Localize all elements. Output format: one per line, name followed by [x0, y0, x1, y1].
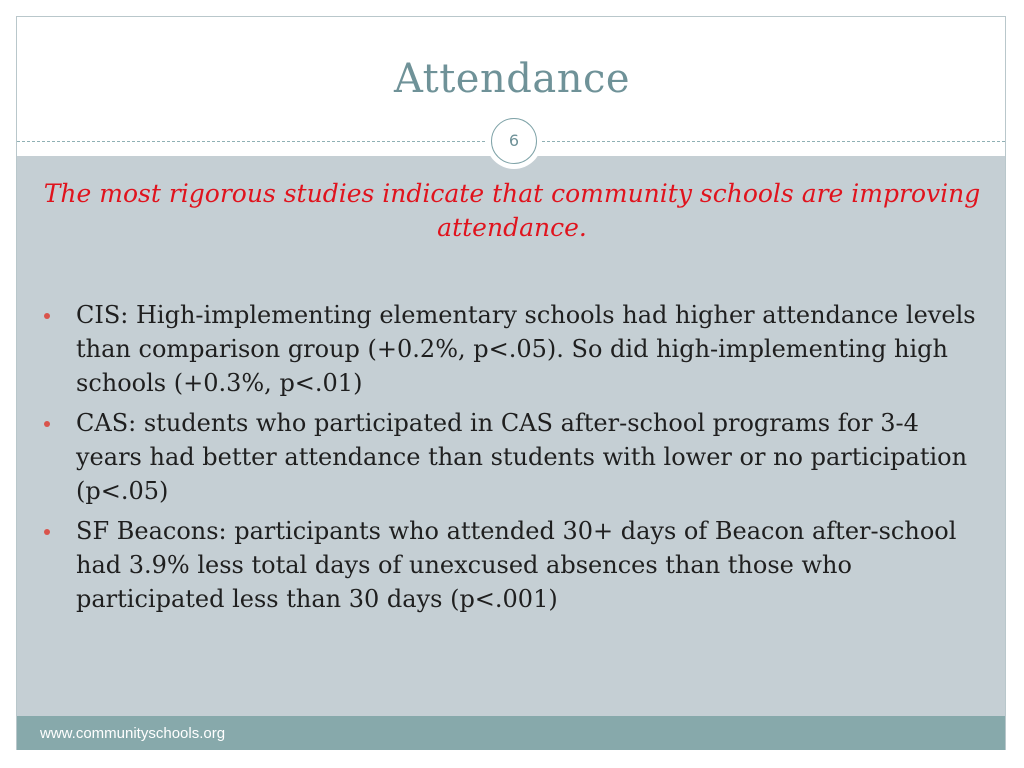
slide-subtitle: The most rigorous studies indicate that community schools are improving attendance. [43, 179, 981, 242]
bullet-dot-icon [44, 313, 50, 319]
slide-number: 6 [491, 118, 537, 164]
bullet-item-cis [40, 298, 980, 400]
bullet-item-cas [40, 406, 980, 508]
bullet-list [40, 298, 980, 622]
bullet-item-sf-beacons [40, 514, 980, 616]
footer-url: www.communityschools.org [40, 725, 226, 742]
bullet-text: CAS: students who participated in CAS after-school programs for 3-4 years had better attendance than students with lower or no participation (p<.05) [76, 409, 968, 505]
slide-title: Attendance [393, 56, 631, 102]
bullet-text: SF Beacons: participants who attended 30+ days of Beacon after-school had 3.9% less total days of unexcused absences than those who participated less than 30 days (p<.001) [76, 517, 957, 613]
bullet-dot-icon [44, 529, 50, 535]
bullet-text: CIS: High-implementing elementary schools had higher attendance levels than comparison group (+0.2%, p<.05). So did high-implementing high schools (+0.3%, p<.01) [76, 301, 976, 397]
bullet-dot-icon [44, 421, 50, 427]
